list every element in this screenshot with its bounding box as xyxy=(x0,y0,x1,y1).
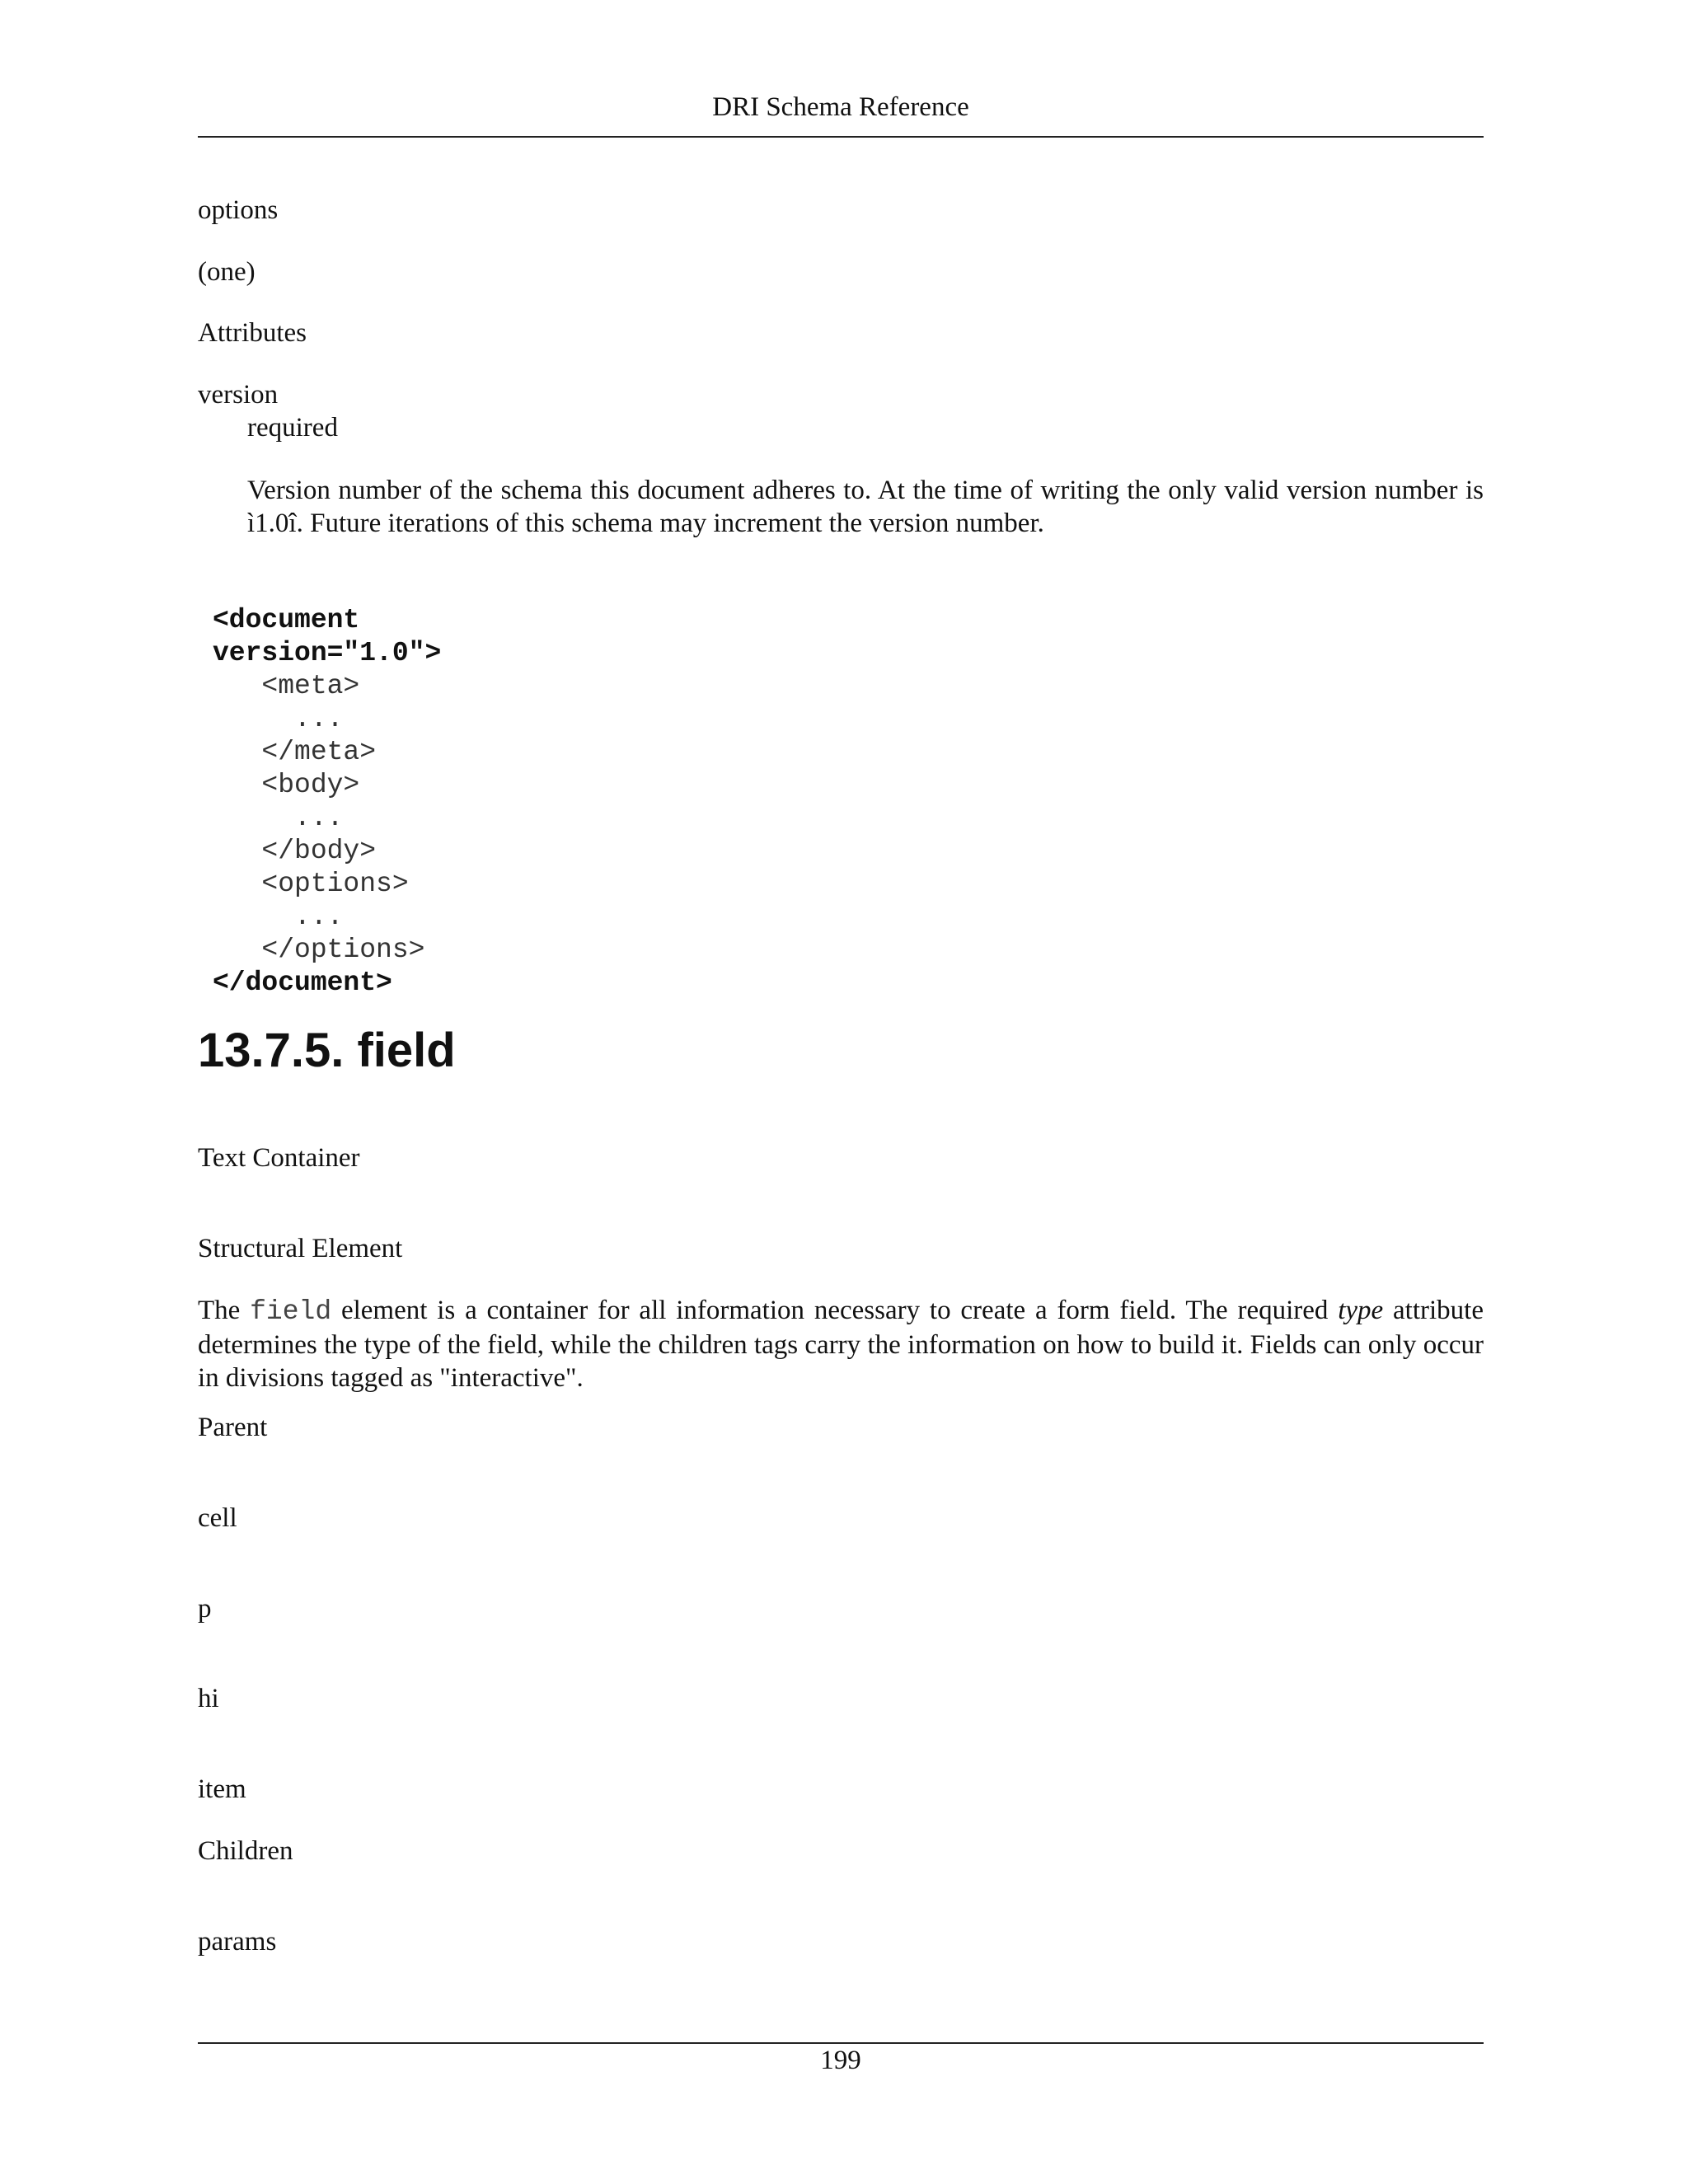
code-example xyxy=(213,604,441,1000)
attribute-description: Version number of the schema this document adheres to. At the time of writing the only valid version number is ì1.0î. Future iterations of this schema may increment the version number. xyxy=(247,476,1484,538)
parent-item-item: item xyxy=(198,1774,246,1804)
children-label: Children xyxy=(198,1836,293,1866)
field-description xyxy=(198,1294,1484,1394)
description-emphasis: type xyxy=(1338,1296,1384,1325)
code-line: </document> xyxy=(213,968,392,998)
code-line: <options> xyxy=(213,869,409,899)
category-text-container: Text Container xyxy=(198,1143,360,1173)
code-line: version="1.0"> xyxy=(213,638,442,668)
description-text: attribute determines the type of the field, while the children tags carry the information on how to build it. Fields can only occur in divisions tagged as "interactive". xyxy=(198,1296,1484,1393)
code-line: <body> xyxy=(213,770,360,800)
footer-rule xyxy=(198,2042,1484,2044)
code-line: </options> xyxy=(213,935,425,965)
parent-item-cell: cell xyxy=(198,1503,237,1533)
parent-item-hi: hi xyxy=(198,1684,219,1713)
code-line: ... xyxy=(213,803,344,833)
attribute-name: version xyxy=(198,380,279,410)
page-number: 199 xyxy=(820,2046,861,2075)
code-line: </meta> xyxy=(213,737,377,767)
child-item-params: params xyxy=(198,1927,277,1957)
code-line: ... xyxy=(213,704,344,734)
header-rule xyxy=(198,136,1484,138)
parent-label: Parent xyxy=(198,1413,268,1442)
code-line: ... xyxy=(213,902,344,932)
running-header: DRI Schema Reference xyxy=(712,92,969,122)
parent-item-p: p xyxy=(198,1594,212,1624)
description-text: element is a container for all information necessary to create a form field. The required xyxy=(331,1296,1339,1325)
description-text: The xyxy=(198,1296,251,1325)
category-structural-element: Structural Element xyxy=(198,1234,403,1263)
code-line: </body> xyxy=(213,836,377,866)
attribute-requirement: required xyxy=(247,413,338,443)
attributes-label: Attributes xyxy=(198,318,307,348)
section-heading: 13.7.5. field xyxy=(198,1024,456,1077)
code-line: <meta> xyxy=(213,671,360,701)
code-line: <document xyxy=(213,605,360,635)
occurrence-text: (one) xyxy=(198,257,256,287)
inline-code-field: field xyxy=(250,1296,332,1327)
element-name: options xyxy=(198,195,279,225)
